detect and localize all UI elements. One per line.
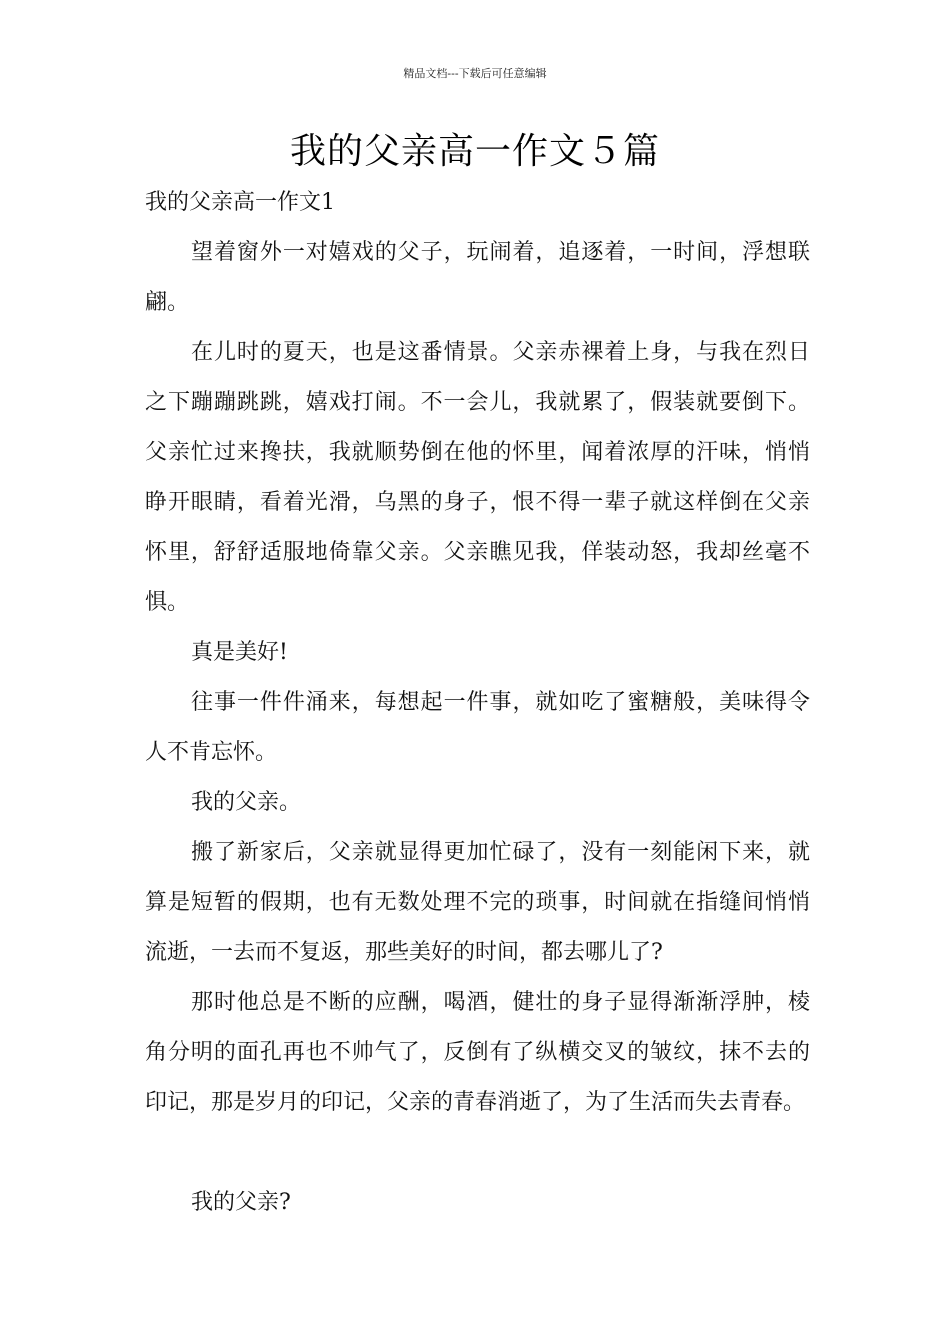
paragraph-7 bbox=[145, 978, 810, 1128]
paragraph-line: 惧。 bbox=[145, 590, 190, 615]
paragraph-line: 之下蹦蹦跳跳，嬉戏打闹。不一会儿，我就累了，假装就要倒下。 bbox=[145, 390, 810, 415]
paragraph-line: 角分明的面孔再也不帅气了，反倒有了纵横交叉的皱纹，抹不去的 bbox=[145, 1040, 810, 1065]
paragraph-line: 我的父亲。 bbox=[191, 790, 302, 815]
paragraph-line: 人不肯忘怀。 bbox=[145, 740, 278, 765]
paragraph-line: 睁开眼睛，看着光滑，乌黑的身子，恨不得一辈子就这样倒在父亲 bbox=[145, 490, 810, 515]
section-heading: 我的父亲高一作文1 bbox=[145, 190, 335, 215]
paragraph-line: 我的父亲? bbox=[191, 1190, 291, 1215]
paragraph-line: 搬了新家后，父亲就显得更加忙碌了，没有一刻能闲下来，就 bbox=[191, 840, 810, 865]
paragraph-line: 真是美好! bbox=[191, 640, 288, 665]
paragraph-2 bbox=[145, 328, 810, 628]
paragraph-line: 翩。 bbox=[145, 290, 190, 315]
paragraph-1 bbox=[145, 228, 810, 328]
paragraph-line: 那时他总是不断的应酬，喝酒，健壮的身子显得渐渐浮肿，棱 bbox=[191, 990, 810, 1015]
paragraph-line: 往事一件件涌来，每想起一件事，就如吃了蜜糖般，美味得令 bbox=[191, 690, 810, 715]
paragraph-line: 怀里，舒舒适服地倚靠父亲。父亲瞧见我，佯装动怒，我却丝毫不 bbox=[145, 540, 810, 565]
paragraph-line: 印记，那是岁月的印记，父亲的青春消逝了，为了生活而失去青春。 bbox=[145, 1090, 806, 1115]
document-body bbox=[145, 178, 810, 1228]
paragraph-3 bbox=[145, 628, 810, 678]
paragraph-8 bbox=[145, 1178, 810, 1228]
paragraph-line: 望着窗外一对嬉戏的父子，玩闹着，追逐着，一时间，浮想联 bbox=[191, 240, 810, 265]
paragraph-5 bbox=[145, 778, 810, 828]
paragraph-line: 算是短暂的假期，也有无数处理不完的琐事，时间就在指缝间悄悄 bbox=[145, 890, 810, 915]
paragraph-line: 父亲忙过来搀扶，我就顺势倒在他的怀里，闻着浓厚的汗味，悄悄 bbox=[145, 440, 810, 465]
paragraph-line: 在儿时的夏天，也是这番情景。父亲赤裸着上身，与我在烈日 bbox=[191, 340, 810, 365]
document-title: 我的父亲高一作文５篇 bbox=[289, 131, 660, 172]
paragraph-4 bbox=[145, 678, 810, 778]
paragraph-6 bbox=[145, 828, 810, 978]
paragraph-line: 流逝，一去而不复返，那些美好的时间，都去哪儿了? bbox=[145, 940, 663, 965]
blank-line bbox=[145, 1128, 810, 1178]
page-header: 精品文档---下载后可任意编辑 bbox=[403, 67, 547, 80]
